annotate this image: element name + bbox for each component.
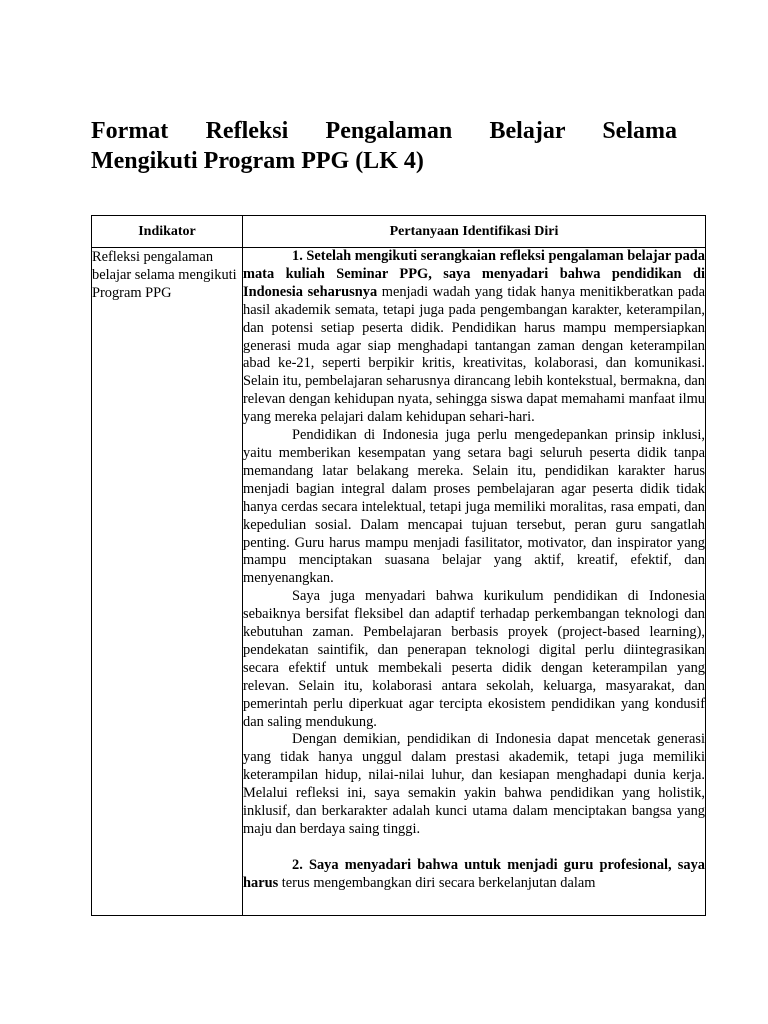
question-1-text: menjadi wadah yang tidak hanya menitikberatkan pada hasil akademik semata, tetapi juga pada pengembangan karakter, keterampilan, dan potensi setiap peserta didik. Pendidikan harus mampu mempersiapkan generasi muda agar siap menghadapi tantangan zaman dengan keterampilan abad ke-21, seperti berpikir kritis, kreativitas, kolaborasi, dan komunikasi. Selain itu, pembelajaran seharusnya dirancang lebih kontekstual, bermakna, dan relevan dengan kehidupan nyata, sehingga siswa dapat memahami manfaat ilmu yang mereka pelajari dalam kehidupan sehari-hari. [243, 283, 705, 426]
question-2-paragraph [243, 857, 705, 893]
header-questions: Pertanyaan Identifikasi Diri [243, 216, 706, 248]
table-header-row [92, 216, 706, 248]
question-1-paragraph [243, 248, 705, 427]
table-row [92, 248, 706, 916]
reflection-table [91, 215, 706, 916]
question-2-text: terus mengembangkan diri secara berkelanjutan dalam [278, 874, 596, 891]
document-title [91, 116, 677, 176]
answer-paragraph-4: Dengan demikian, pendidikan di Indonesia dapat mencetak generasi yang tidak hanya unggul dalam prestasi akademik, tetapi juga memiliki keterampilan hidup, nilai-nilai luhur, dan kesiapan menghadapi dunia kerja. Melalui refleksi ini, saya semakin yakin bahwa pendidikan yang holistik, inklusif, dan berkarakter adalah kunci utama dalam menciptakan bangsa yang maju dan berdaya saing tinggi. [243, 731, 705, 837]
answer-paragraph-2: Pendidikan di Indonesia juga perlu mengedepankan prinsip inklusi, yaitu memberikan kesempatan yang setara bagi seluruh peserta didik tanpa memandang latar belakang mereka. Selain itu, pendidikan karakter harus menjadi bagian integral dalam proses pembelajaran agar peserta didik tidak hanya cerdas secara intelektual, tetapi juga memiliki moralitas, rasa empati, dan kepedulian sosial. Dalam mencapai tujuan tersebut, peran guru sangatlah penting. Guru harus mampu menjadi fasilitator, motivator, dan inspirator yang mampu menciptakan suasana belajar yang aktif, kreatif, efektif, dan menyenangkan. [243, 427, 705, 587]
paragraph-gap [243, 839, 705, 857]
header-indicator: Indikator [92, 216, 243, 248]
title-line-1: Format Refleksi Pengalaman Belajar Selama [91, 118, 677, 144]
question-cell [243, 248, 706, 916]
indicator-cell: Refleksi pengalaman belajar selama mengikuti Program PPG [92, 248, 243, 916]
answer-paragraph-3: Saya juga menyadari bahwa kurikulum pendidikan di Indonesia sebaiknya bersifat fleksibel dan adaptif terhadap perkembangan teknologi dan kebutuhan zaman. Pembelajaran berbasis proyek (project-based learning), pendekatan saintifik, dan penerapan teknologi digital perlu diintegrasikan secara efektif untuk membekali peserta didik dengan keterampilan yang relevan. Selain itu, kolaborasi antara sekolah, keluarga, masyarakat, dan pemerintah perlu diperkuat agar tercipta ekosistem pendidikan yang kondusif dan saling mendukung. [243, 588, 705, 730]
question-1-bold: 1. Setelah mengikuti serangkaian refleksi pengalaman belajar pada mata kuliah Seminar PPG, saya menyadari bahwa pendidikan di Indonesia seharusnya [243, 248, 705, 300]
question-2-bold: 2. Saya menyadari bahwa untuk menjadi guru profesional, saya harus [243, 856, 705, 891]
question-content [243, 248, 705, 908]
title-line-2: Mengikuti Program PPG (LK 4) [91, 148, 424, 174]
